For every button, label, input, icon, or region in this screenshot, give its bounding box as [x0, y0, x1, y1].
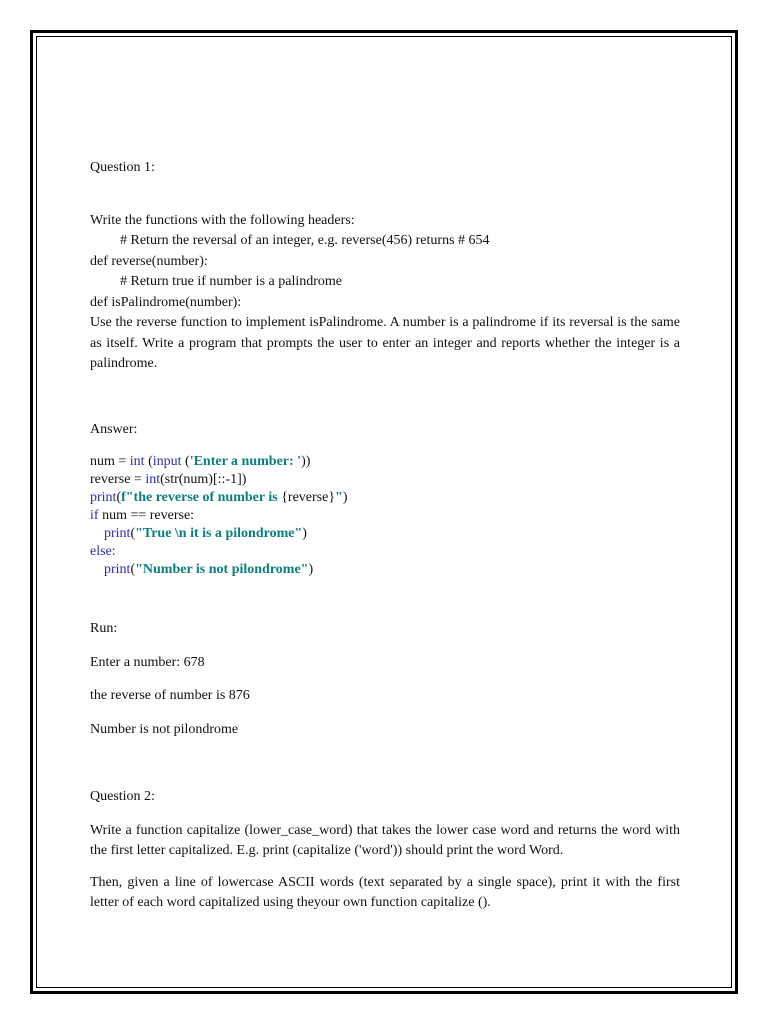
- run-heading: Run:: [90, 621, 118, 636]
- question-1-def-palindrome: def isPalindrome(number):: [90, 294, 242, 310]
- answer-code-block: [90, 453, 680, 579]
- code-line-6: else:: [90, 544, 116, 559]
- run-output-2: the reverse of number is 876: [90, 688, 250, 703]
- question-2-paragraph-2: Then, given a line of lowercase ASCII words (text separated by a single space), print it with the first letter of each word capitalized using theyour own function capitalize ().: [90, 874, 680, 910]
- question-2-heading: Question 2:: [90, 789, 155, 804]
- code-line-3: print(f"the reverse of number is {reverse}"): [90, 490, 348, 505]
- run-output-1: Enter a number: 678: [90, 654, 205, 670]
- code-line-4: if num == reverse:: [90, 508, 195, 523]
- question-1-intro: Write the functions with the following headers:: [90, 212, 355, 228]
- answer-heading: Answer:: [90, 421, 138, 437]
- question-1-def-reverse: def reverse(number):: [90, 253, 208, 269]
- code-line-7: print("Number is not pilondrome"): [104, 562, 314, 577]
- code-line-1: num = int (input ('Enter a number: ')): [90, 454, 311, 469]
- question-1-heading: Question 1:: [90, 160, 155, 175]
- code-line-2: reverse = int(str(num)[::-1]): [90, 472, 247, 487]
- question-2-paragraph-1: Write a function capitalize (lower_case_word) that takes the lower case word and returns the word with the first letter capitalized. E.g. print (capitalize ('word')) should print the word Word.: [90, 822, 680, 858]
- question-1-comment-palindrome: # Return true if number is a palindrome: [120, 274, 342, 289]
- code-line-5: print("True \n it is a pilondrome"): [104, 526, 307, 541]
- document-body: [90, 158, 680, 914]
- question-1-description: Use the reverse function to implement isPalindrome. A number is a palindrome if its reversal is the same as itself. Write a program that prompts the user to enter an integer and reports whether the integer is a palindrome.: [90, 315, 680, 371]
- question-1-comment-reverse: # Return the reversal of an integer, e.g. reverse(456) returns # 654: [120, 233, 490, 248]
- run-output-3: Number is not pilondrome: [90, 721, 239, 737]
